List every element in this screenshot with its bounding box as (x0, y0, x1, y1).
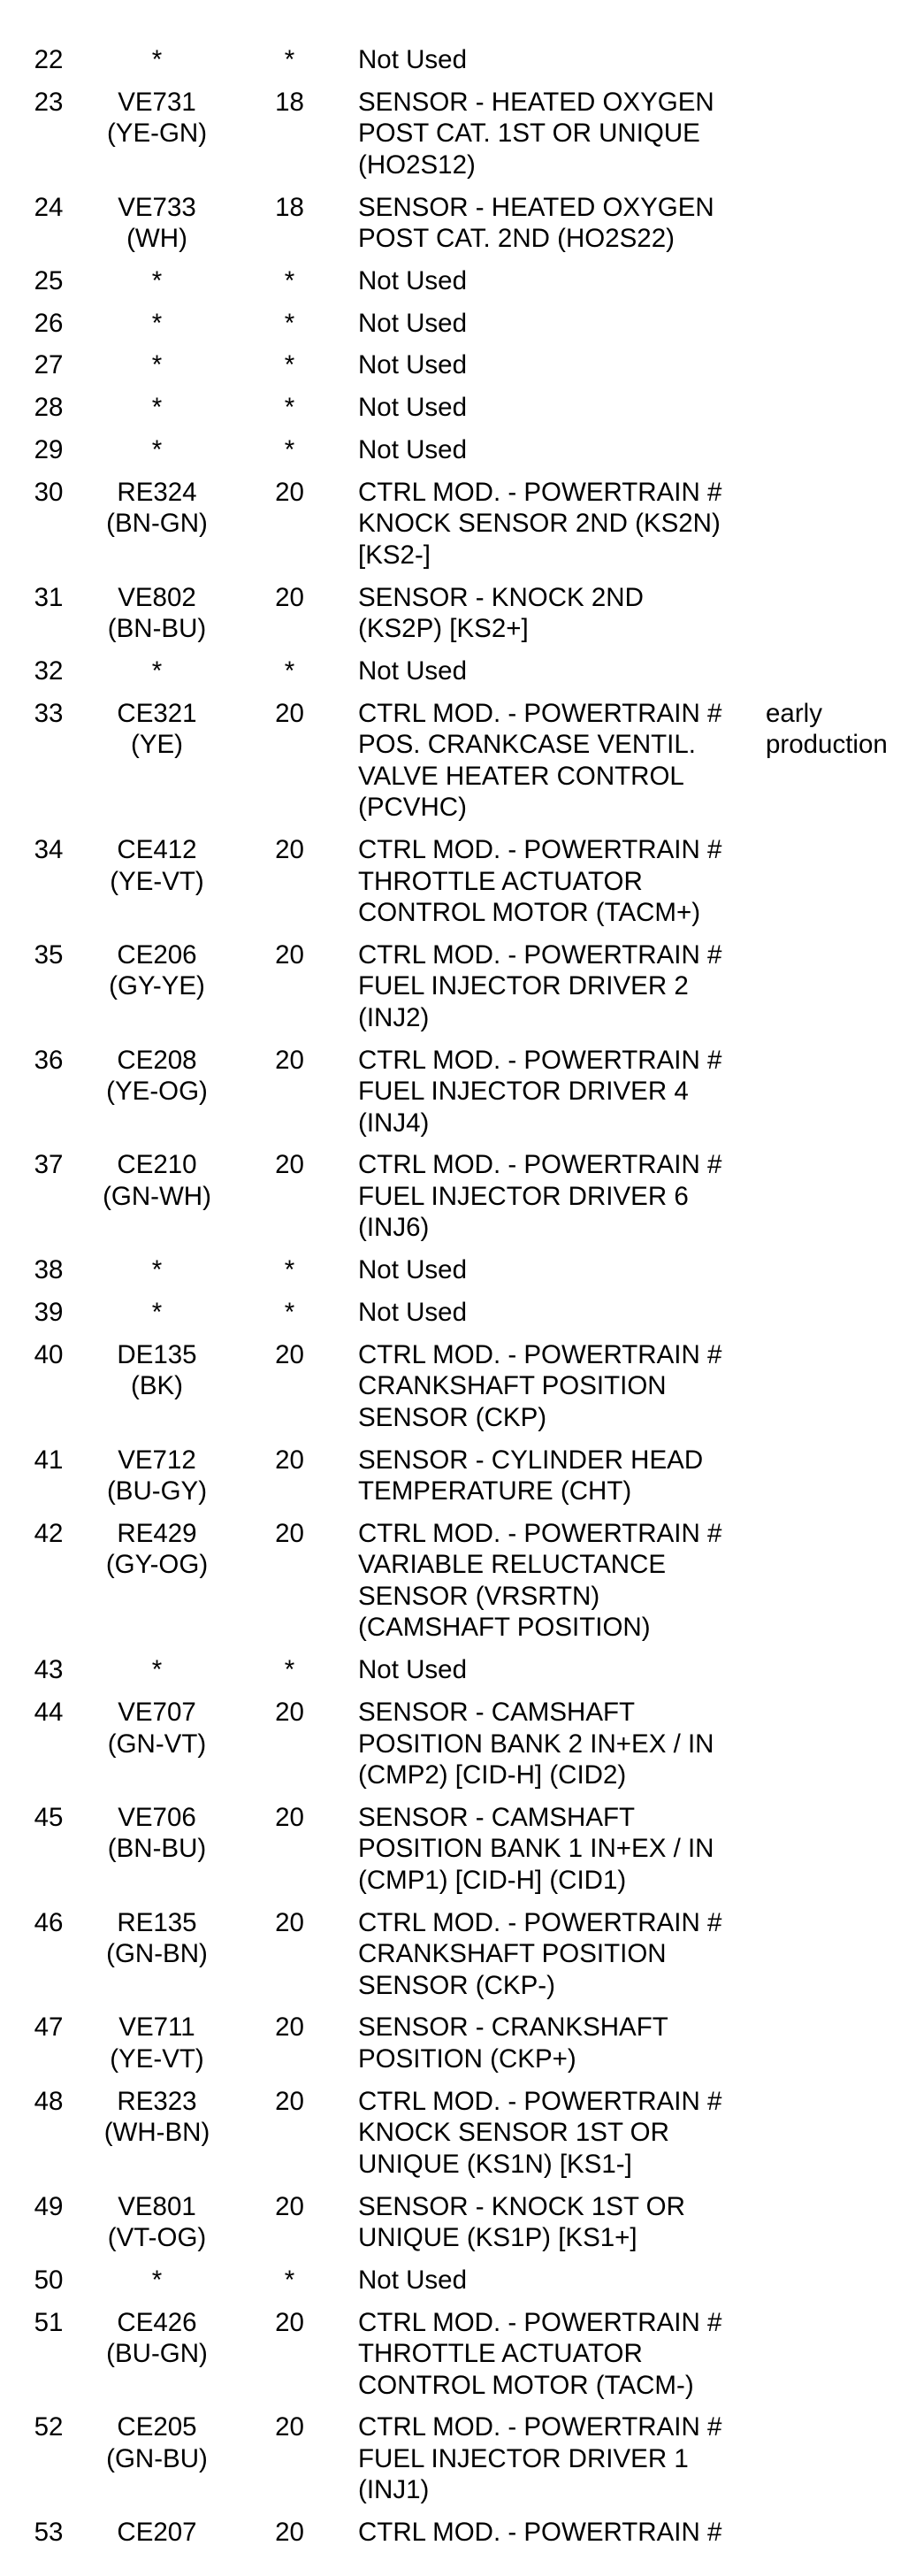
wire-gauge: 20 (275, 1445, 304, 1475)
circuit-function: Not Used (358, 1255, 467, 1285)
pin-number: 26 (34, 308, 64, 338)
wire-gauge: 20 (275, 2191, 304, 2221)
circuit-code: * (151, 350, 163, 380)
table-row (0, 308, 916, 350)
wire-gauge: 20 (275, 2412, 304, 2442)
circuit-function: Not Used (358, 308, 467, 338)
circuit-function: SENSOR - KNOCK 2ND (KS2P) [KS2+] (358, 582, 644, 644)
circuit-code: * (151, 265, 163, 295)
table-row (0, 44, 916, 87)
table-row (0, 434, 916, 477)
table-row (0, 349, 916, 392)
circuit-code: CE210 (GN-WH) (103, 1150, 211, 1211)
table-row (0, 87, 916, 192)
circuit-function: CTRL MOD. - POWERTRAIN # KNOCK SENSOR 2ND (KS2N) [KS2-] (358, 477, 722, 570)
pin-number: 23 (34, 87, 64, 117)
wire-gauge: * (284, 656, 295, 686)
circuit-code: * (151, 393, 163, 423)
circuit-code: * (151, 2265, 163, 2295)
pin-number: 22 (34, 45, 64, 74)
circuit-function: CTRL MOD. - POWERTRAIN # CRANKSHAFT POSITION SENSOR (CKP-) (358, 1907, 722, 2000)
wire-gauge: * (284, 1298, 295, 1328)
pin-number: 37 (34, 1150, 64, 1180)
table-row (0, 1339, 916, 1445)
wire-gauge: 20 (275, 1518, 304, 1548)
wire-gauge: 20 (275, 2012, 304, 2043)
table-row (0, 1297, 916, 1339)
wire-gauge: * (284, 1255, 295, 1285)
circuit-code: VE712 (BU-GY) (106, 1445, 208, 1506)
table-row (0, 2191, 916, 2265)
comment: early production (766, 698, 888, 760)
pin-number: 24 (34, 192, 64, 222)
pin-number: 46 (34, 1907, 64, 1937)
circuit-function: SENSOR - HEATED OXYGEN POST CAT. 1ST OR UNIQUE (HO2S12) (358, 87, 714, 180)
circuit-code: VE706 (BN-BU) (107, 1802, 207, 1864)
pin-number: 40 (34, 1339, 64, 1369)
circuit-code: VE711 (YE-VT) (110, 2012, 204, 2074)
pin-number: 50 (34, 2265, 64, 2295)
pin-number: 53 (34, 2518, 64, 2548)
pin-number: 36 (34, 1045, 64, 1075)
circuit-code: * (151, 308, 163, 338)
table-row (0, 192, 916, 265)
wire-gauge: 20 (275, 939, 304, 970)
circuit-function: Not Used (358, 393, 467, 423)
wire-gauge: 20 (275, 1150, 304, 1180)
table-row (0, 1697, 916, 1802)
circuit-code: CE206 (GY-YE) (109, 939, 205, 1001)
table-row (0, 582, 916, 656)
circuit-code: VE731 (YE-GN) (106, 87, 208, 149)
circuit-function: Not Used (358, 2265, 467, 2295)
table-row (0, 2086, 916, 2191)
circuit-code: RE324 (BN-GN) (106, 477, 208, 539)
table-row (0, 392, 916, 434)
table-row (0, 1045, 916, 1150)
pin-number: 47 (34, 2012, 64, 2043)
circuit-function: Not Used (358, 435, 467, 465)
circuit-function: CTRL MOD. - POWERTRAIN # FUEL INJECTOR DRIVER 6 (INJ6) (358, 1150, 722, 1243)
wire-gauge: 20 (275, 477, 304, 507)
circuit-code: RE323 (WH-BN) (103, 2086, 210, 2148)
circuit-function: CTRL MOD. - POWERTRAIN # VARIABLE RELUCTANCE SENSOR (VRSRTN) (CAMSHAFT POSITION) (358, 1518, 722, 1643)
wire-gauge: 20 (275, 835, 304, 865)
circuit-function: CTRL MOD. - POWERTRAIN # KNOCK SENSOR 1ST OR UNIQUE (KS1N) [KS1-] (358, 2086, 722, 2179)
table-row (0, 2265, 916, 2307)
table-row (0, 1802, 916, 1907)
circuit-code: * (151, 1655, 163, 1685)
table-row (0, 2411, 916, 2517)
pin-number: 42 (34, 1518, 64, 1548)
wire-gauge: 20 (275, 1045, 304, 1075)
table-row (0, 1149, 916, 1254)
pin-number: 34 (34, 835, 64, 865)
circuit-code: CE208 (YE-OG) (106, 1045, 208, 1107)
pin-number: 33 (34, 698, 64, 728)
circuit-code: DE135 (BK) (117, 1339, 197, 1401)
pin-number: 32 (34, 656, 64, 686)
circuit-code: CE412 (YE-VT) (110, 835, 204, 896)
pin-number: 35 (34, 939, 64, 970)
table-row (0, 1445, 916, 1518)
circuit-function: CTRL MOD. - POWERTRAIN # FUEL INJECTOR DRIVER 4 (INJ4) (358, 1045, 722, 1138)
table-row (0, 1518, 916, 1654)
table-row (0, 834, 916, 939)
pin-number: 49 (34, 2191, 64, 2221)
pin-number: 30 (34, 477, 64, 507)
circuit-code: * (151, 1255, 163, 1285)
wire-gauge: 18 (275, 192, 304, 222)
table-row (0, 1907, 916, 2012)
wire-gauge: 20 (275, 2307, 304, 2337)
wire-gauge: * (284, 265, 295, 295)
pin-number: 29 (34, 435, 64, 465)
wire-gauge: * (284, 350, 295, 380)
wire-gauge: * (284, 1655, 295, 1685)
circuit-function: CTRL MOD. - POWERTRAIN # CRANKSHAFT POSITION SENSOR (CKP) (358, 1339, 722, 1432)
table-row (0, 477, 916, 582)
wire-gauge: 20 (275, 1339, 304, 1369)
circuit-code: CE205 (GN-BU) (106, 2412, 208, 2473)
pin-number: 25 (34, 265, 64, 295)
pin-number: 44 (34, 1698, 64, 1728)
wire-gauge: * (284, 2265, 295, 2295)
circuit-function: CTRL MOD. - POWERTRAIN # POS. CRANKCASE VENTIL. VALVE HEATER CONTROL (PCVHC) (358, 698, 722, 823)
circuit-function: CTRL MOD. - POWERTRAIN # (358, 2518, 722, 2548)
pin-number: 39 (34, 1298, 64, 1328)
pin-number: 48 (34, 2086, 64, 2116)
pin-table (0, 44, 916, 2559)
wire-gauge: 20 (275, 1802, 304, 1832)
pin-number: 45 (34, 1802, 64, 1832)
wire-gauge: * (284, 45, 295, 74)
wire-gauge: 20 (275, 2086, 304, 2116)
table-row (0, 1654, 916, 1697)
circuit-code: RE429 (GY-OG) (105, 1518, 209, 1580)
circuit-code: * (151, 45, 163, 74)
circuit-function: Not Used (358, 1655, 467, 1685)
circuit-function: SENSOR - CYLINDER HEAD TEMPERATURE (CHT) (358, 1445, 704, 1506)
pin-number: 28 (34, 393, 64, 423)
circuit-code: VE707 (GN-VT) (107, 1698, 207, 1759)
pin-number: 38 (34, 1255, 64, 1285)
circuit-function: SENSOR - CAMSHAFT POSITION BANK 2 IN+EX / IN (CMP2) [CID-H] (CID2) (358, 1698, 714, 1790)
circuit-function: SENSOR - KNOCK 1ST OR UNIQUE (KS1P) [KS1+] (358, 2191, 685, 2253)
pin-number: 51 (34, 2307, 64, 2337)
table-row (0, 2307, 916, 2412)
circuit-code: VE733 (WH) (118, 192, 196, 254)
wire-gauge: * (284, 308, 295, 338)
wire-gauge: 20 (275, 1698, 304, 1728)
wire-gauge: 20 (275, 582, 304, 612)
circuit-function: SENSOR - CAMSHAFT POSITION BANK 1 IN+EX / IN (CMP1) [CID-H] (CID1) (358, 1802, 714, 1895)
wire-gauge: * (284, 393, 295, 423)
circuit-code: RE135 (GN-BN) (106, 1907, 208, 1969)
circuit-code: VE802 (BN-BU) (107, 582, 207, 644)
circuit-function: Not Used (358, 45, 467, 74)
table-row (0, 939, 916, 1045)
circuit-function: Not Used (358, 350, 467, 380)
circuit-function: SENSOR - CRANKSHAFT POSITION (CKP+) (358, 2012, 668, 2074)
circuit-code: * (151, 656, 163, 686)
circuit-function: CTRL MOD. - POWERTRAIN # FUEL INJECTOR DRIVER 2 (INJ2) (358, 939, 722, 1032)
pin-number: 43 (34, 1655, 64, 1685)
wire-gauge: 20 (275, 1907, 304, 1937)
circuit-function: CTRL MOD. - POWERTRAIN # THROTTLE ACTUATOR CONTROL MOTOR (TACM-) (358, 2307, 722, 2400)
wire-gauge: 20 (275, 2518, 304, 2548)
pin-number: 31 (34, 582, 64, 612)
table-row (0, 2517, 916, 2559)
circuit-function: CTRL MOD. - POWERTRAIN # THROTTLE ACTUATOR CONTROL MOTOR (TACM+) (358, 835, 722, 928)
pin-number: 52 (34, 2412, 64, 2442)
circuit-function: Not Used (358, 1298, 467, 1328)
circuit-code: CE207 (117, 2518, 197, 2548)
wire-gauge: 20 (275, 698, 304, 728)
circuit-code: VE801 (VT-OG) (107, 2191, 207, 2253)
table-row (0, 265, 916, 308)
circuit-code: CE321 (YE) (117, 698, 197, 760)
circuit-function: SENSOR - HEATED OXYGEN POST CAT. 2ND (HO2S22) (358, 192, 714, 254)
circuit-code: * (151, 435, 163, 465)
table-row (0, 656, 916, 698)
circuit-function: Not Used (358, 656, 467, 686)
circuit-function: Not Used (358, 265, 467, 295)
table-row (0, 1254, 916, 1297)
pin-number: 27 (34, 350, 64, 380)
table-row (0, 2012, 916, 2085)
circuit-code: CE426 (BU-GN) (106, 2307, 208, 2369)
circuit-function: CTRL MOD. - POWERTRAIN # FUEL INJECTOR DRIVER 1 (INJ1) (358, 2412, 722, 2505)
table-row (0, 698, 916, 834)
wire-gauge: 18 (275, 87, 304, 117)
pin-number: 41 (34, 1445, 64, 1475)
circuit-code: * (151, 1298, 163, 1328)
wire-gauge: * (284, 435, 295, 465)
